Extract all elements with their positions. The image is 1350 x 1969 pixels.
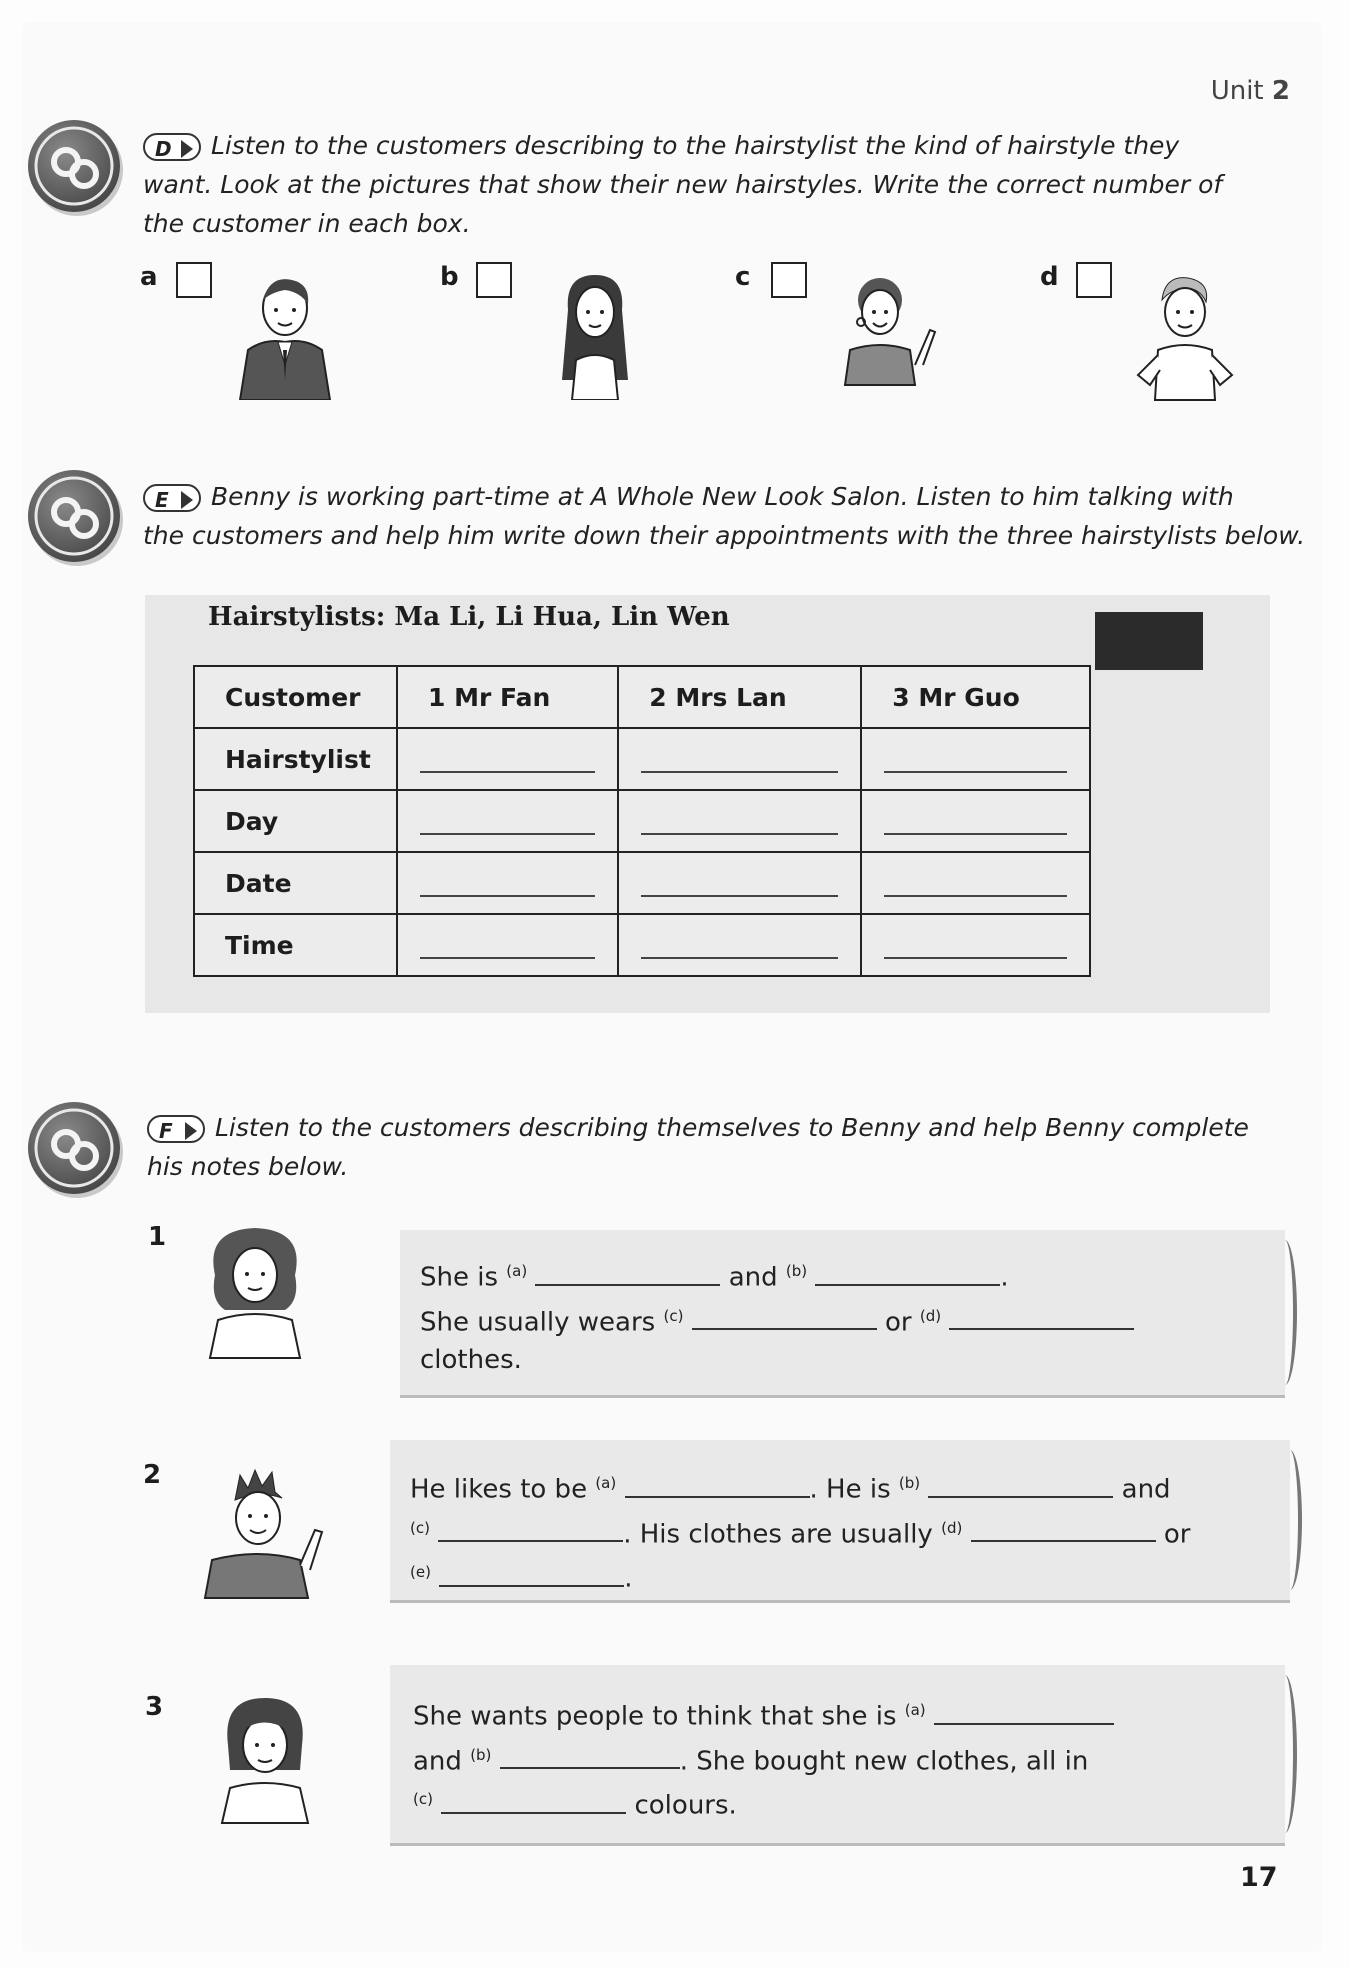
page-number: 17 <box>1240 1862 1278 1893</box>
table-header-cell: 2 Mrs Lan <box>618 666 861 728</box>
table-row <box>194 852 1090 914</box>
audio-cd-icon[interactable] <box>28 1102 120 1194</box>
answer-blank[interactable] <box>692 1304 877 1330</box>
unit-label: Unit 2 <box>1210 76 1290 106</box>
answer-blank[interactable] <box>618 914 861 976</box>
answer-blank[interactable] <box>397 852 618 914</box>
table-header-row <box>194 666 1090 728</box>
woman-wavy-hair-illustration <box>200 1220 310 1360</box>
answer-blank[interactable] <box>397 914 618 976</box>
answer-blank[interactable] <box>618 790 861 852</box>
answer-blank[interactable] <box>500 1743 680 1769</box>
woman-long-hair-illustration <box>550 270 640 400</box>
table-row <box>194 914 1090 976</box>
table-row <box>194 728 1090 790</box>
audio-cd-icon[interactable] <box>28 470 120 562</box>
note-3-text: She wants people to think that she is $^{(a)}$ and $^{(b)}$ . She bought new clothes, all in $^{(c)}$ colours. <box>413 1691 1273 1825</box>
table-header-cell: Customer <box>194 666 397 728</box>
answer-blank[interactable] <box>934 1699 1114 1725</box>
answer-blank[interactable] <box>535 1260 720 1286</box>
answer-blank[interactable] <box>438 1516 623 1542</box>
answer-blank[interactable] <box>861 914 1090 976</box>
hairstylists-title: Hairstylists: Ma Li, Li Hua, Lin Wen <box>208 602 730 632</box>
answer-blank[interactable] <box>971 1516 1156 1542</box>
answer-blank[interactable] <box>625 1472 810 1498</box>
row-label: Day <box>194 790 397 852</box>
note-1-text: She is $^{(a)}$ and $^{(b)}$ . She usually wears $^{(c)}$ or $^{(d)}$ clothes. <box>420 1252 1280 1379</box>
answer-blank[interactable] <box>441 1788 626 1814</box>
young-man-illustration <box>1130 270 1240 405</box>
girl-short-hair-illustration <box>210 1690 320 1825</box>
note-number: 1 <box>148 1222 167 1252</box>
answer-blank[interactable] <box>949 1304 1134 1330</box>
answer-blank[interactable] <box>439 1561 624 1587</box>
audio-cd-icon[interactable] <box>28 120 120 212</box>
row-label: Hairstylist <box>194 728 397 790</box>
table-header-cell: 1 Mr Fan <box>397 666 618 728</box>
row-label: Date <box>194 852 397 914</box>
answer-blank[interactable] <box>618 852 861 914</box>
answer-box-d[interactable] <box>1076 262 1112 298</box>
answer-box-c[interactable] <box>771 262 807 298</box>
young-man-spiky-hair-illustration <box>200 1460 330 1600</box>
track-e-badge[interactable]: E <box>143 484 201 512</box>
section-f-instructions: F Listen to the customers describing themselves to Benny and help Benny complete his notes below. <box>147 1113 1249 1181</box>
answer-blank[interactable] <box>861 728 1090 790</box>
answer-blank[interactable] <box>397 790 618 852</box>
section-e-instructions: E Benny is working part-time at A Whole New Look Salon. Listen to him talking with the customers and help him write down their appointments with the three hairstylists below. <box>143 482 1306 550</box>
answer-blank[interactable] <box>397 728 618 790</box>
answer-blank[interactable] <box>861 852 1090 914</box>
note-2-text: He likes to be $^{(a)}$ . He is $^{(b)}$ and $^{(c)}$ . His clothes are usually $^{(d)}$ or $^{(e)}$ . <box>410 1464 1290 1598</box>
track-d-badge[interactable]: D <box>143 133 201 161</box>
answer-blank[interactable] <box>815 1260 1000 1286</box>
answer-blank[interactable] <box>928 1472 1113 1498</box>
table-row <box>194 790 1090 852</box>
table-header-cell: 3 Mr Guo <box>861 666 1090 728</box>
woman-curly-hair-illustration <box>835 270 955 400</box>
answer-blank[interactable] <box>861 790 1090 852</box>
track-f-badge[interactable]: F <box>147 1115 205 1143</box>
answer-box-a[interactable] <box>176 262 212 298</box>
answer-box-b[interactable] <box>476 262 512 298</box>
note-number: 3 <box>145 1692 164 1722</box>
section-d-instructions: D Listen to the customers describing to the hairstylist the kind of hairstyle they want. Look at the pictures that show their new hairstyles. Write the correct number of the customer in each box. <box>143 131 1223 238</box>
answer-blank[interactable] <box>618 728 861 790</box>
appointment-table <box>193 665 1091 977</box>
row-label: Time <box>194 914 397 976</box>
notebook-corner-graphic <box>1095 612 1203 670</box>
note-number: 2 <box>143 1460 162 1490</box>
man-in-suit-illustration <box>230 270 340 400</box>
